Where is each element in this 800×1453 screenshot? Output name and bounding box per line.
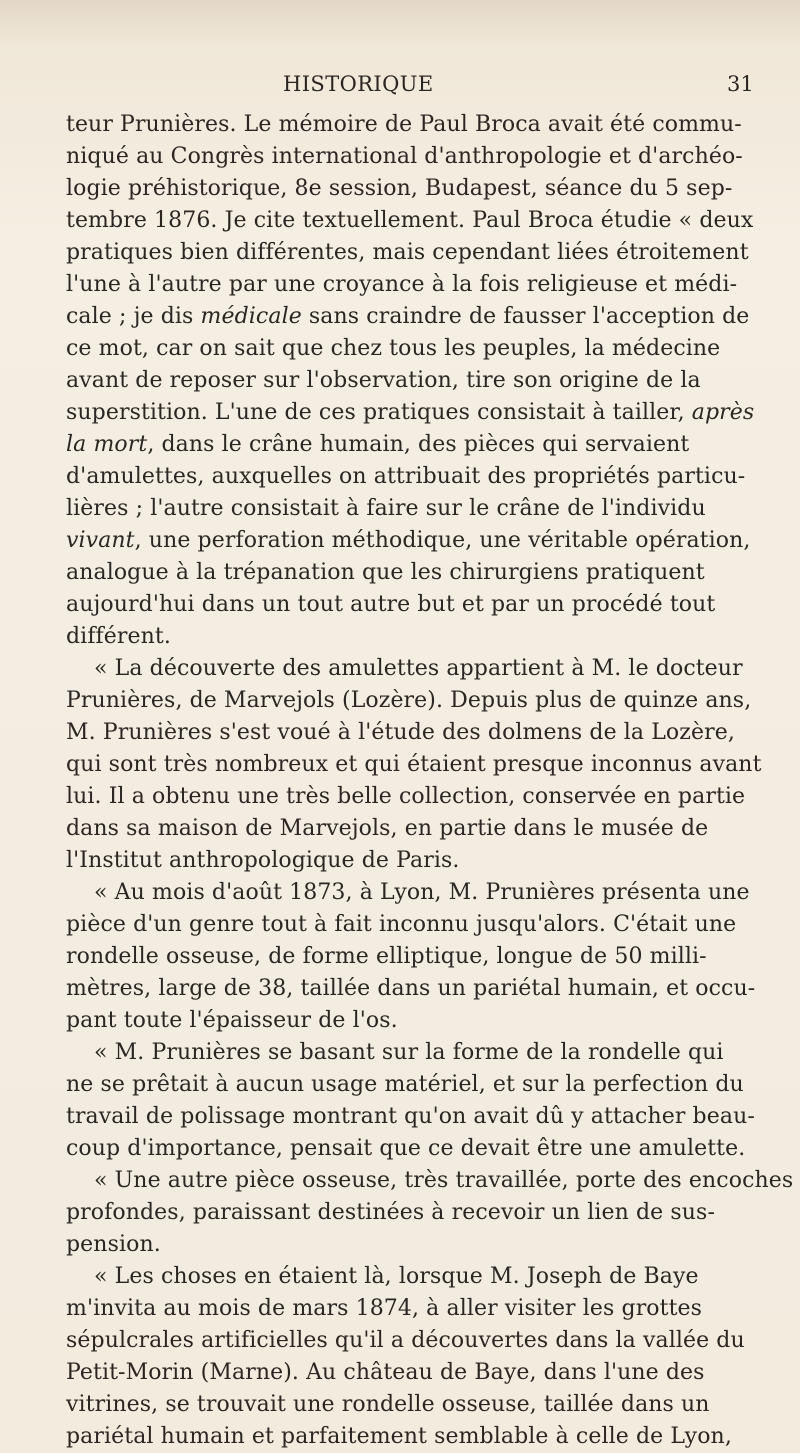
text-line <box>66 301 750 333</box>
text-segment: logie préhistorique, 8e session, Budapest, séance du 5 sep- <box>66 176 733 201</box>
text-line <box>66 1261 741 1293</box>
text-segment: rondelle osseuse, de forme elliptique, longue de 50 milli- <box>66 944 707 969</box>
text-segment: d'amulettes, auxquelles on attribuait des propriétés particu- <box>66 464 746 489</box>
text-line <box>66 173 741 205</box>
text-segment: travail de polissage montrant qu'on avait dû y attacher beau- <box>66 1104 755 1129</box>
running-head <box>0 72 800 102</box>
text-segment: niqué au Congrès international d'anthropologie et d'archéo- <box>66 144 743 169</box>
text-line <box>66 1133 746 1165</box>
text-segment: l'Institut anthropologique de Paris. <box>66 848 460 873</box>
text-segment: M. Prunières s'est voué à l'étude des dolmens de la Lozère, <box>66 720 735 745</box>
page-number: 31 <box>727 72 754 96</box>
text-line <box>66 1229 741 1261</box>
body-text <box>66 109 794 1453</box>
text-line <box>66 269 741 301</box>
text-line <box>66 237 749 269</box>
text-segment: lières ; l'autre consistait à faire sur le crâne de l'individu <box>66 496 706 521</box>
text-line <box>66 1421 741 1453</box>
text-line <box>66 429 741 461</box>
text-line <box>66 365 741 397</box>
text-line <box>66 685 752 717</box>
italic-term: vivant <box>66 528 135 553</box>
text-line <box>66 781 746 813</box>
text-line <box>66 397 755 429</box>
text-segment: vitrines, se trouvait une rondelle osseuse, taillée dans un <box>66 1392 710 1417</box>
text-segment: « Au mois d'août 1873, à Lyon, M. Prunières présenta une <box>94 880 750 905</box>
text-line <box>66 845 741 877</box>
italic-term: médicale <box>200 304 302 329</box>
text-segment: teur Prunières. Le mémoire de Paul Broca avait été commu- <box>66 112 742 137</box>
text-segment: ne se prêtait à aucun usage matériel, et sur la perfection du <box>66 1072 744 1097</box>
text-segment: tembre 1876. Je cite textuellement. Paul Broca étudie « deux <box>66 208 754 233</box>
text-line <box>66 557 741 589</box>
text-segment: profondes, paraissant destinées à recevoir un lien de sus- <box>66 1200 715 1225</box>
italic-term: après <box>691 400 755 425</box>
text-segment: sépulcrales artificielles qu'il a découvertes dans la vallée du <box>66 1328 745 1353</box>
text-segment: cale ; je dis <box>66 304 201 329</box>
text-segment: sans craindre de fausser l'acception de <box>301 304 750 329</box>
text-segment: m'invita au mois de mars 1874, à aller visiter les grottes <box>66 1296 703 1321</box>
text-segment: Prunières, de Marvejols (Lozère). Depuis plus de quinze ans, <box>66 688 752 713</box>
text-segment: , une perforation méthodique, une véritable opération, <box>134 528 751 553</box>
text-segment: pant toute l'épaisseur de l'os. <box>66 1008 398 1033</box>
text-segment: « M. Prunières se basant sur la forme de la rondelle qui <box>94 1040 724 1065</box>
text-line <box>66 141 741 173</box>
text-segment: superstition. L'une de ces pratiques consistait à tailler, <box>66 400 692 425</box>
text-line <box>66 909 741 941</box>
text-segment: différent. <box>66 624 171 649</box>
text-line <box>66 109 741 141</box>
text-line <box>66 333 741 365</box>
running-title: HISTORIQUE <box>283 72 434 96</box>
text-segment: pension. <box>66 1232 161 1257</box>
text-segment: coup d'importance, pensait que ce devait être une amulette. <box>66 1136 746 1161</box>
text-segment: pièce d'un genre tout à fait inconnu jusqu'alors. C'était une <box>66 912 737 937</box>
text-line <box>66 1389 741 1421</box>
text-line <box>66 653 741 685</box>
text-segment: « Les choses en étaient là, lorsque M. Joseph de Baye <box>94 1264 699 1289</box>
text-line <box>66 1293 741 1325</box>
text-segment: l'une à l'autre par une croyance à la fois religieuse et médi- <box>66 272 738 297</box>
text-segment: pratiques bien différentes, mais cependant liées étroitement <box>66 240 749 265</box>
text-line <box>66 1325 745 1357</box>
text-segment: qui sont très nombreux et qui étaient presque inconnus avant <box>66 752 762 777</box>
text-line <box>66 749 762 781</box>
italic-term: la mort <box>66 432 148 457</box>
text-segment: , dans le crâne humain, des pièces qui servaient <box>147 432 690 457</box>
text-line <box>66 717 741 749</box>
text-segment: « La découverte des amulettes appartient à M. le docteur <box>94 656 743 681</box>
text-line <box>66 1101 755 1133</box>
text-line <box>66 589 741 621</box>
text-line <box>66 877 750 909</box>
text-line <box>66 493 741 525</box>
text-line <box>66 973 756 1005</box>
text-segment: analogue à la trépanation que les chirurgiens pratiquent <box>66 560 705 585</box>
text-line <box>66 205 754 237</box>
text-line <box>66 461 746 493</box>
page-top-shadow <box>0 0 800 45</box>
text-line <box>66 1357 741 1389</box>
text-line <box>66 1037 741 1069</box>
text-line <box>66 813 741 845</box>
text-segment: dans sa maison de Marvejols, en partie dans le musée de <box>66 816 709 841</box>
text-line <box>66 1197 741 1229</box>
text-line <box>66 1005 741 1037</box>
text-segment: aujourd'hui dans un tout autre but et par un procédé tout <box>66 592 716 617</box>
text-segment: ce mot, car on sait que chez tous les peuples, la médecine <box>66 336 721 361</box>
text-segment: pariétal humain et parfaitement semblable à celle de Lyon, <box>66 1424 732 1449</box>
text-line <box>66 525 751 557</box>
text-segment: mètres, large de 38, taillée dans un pariétal humain, et occu- <box>66 976 756 1001</box>
text-segment: avant de reposer sur l'observation, tire son origine de la <box>66 368 701 393</box>
text-line <box>66 941 741 973</box>
text-segment: lui. Il a obtenu une très belle collection, conservée en partie <box>66 784 746 809</box>
text-segment: Petit-Morin (Marne). Au château de Baye, dans l'une des <box>66 1360 705 1385</box>
text-line <box>66 1165 794 1197</box>
text-line <box>66 621 741 653</box>
text-line <box>66 1069 744 1101</box>
text-segment: « Une autre pièce osseuse, très travaillée, porte des encoches <box>94 1168 794 1193</box>
